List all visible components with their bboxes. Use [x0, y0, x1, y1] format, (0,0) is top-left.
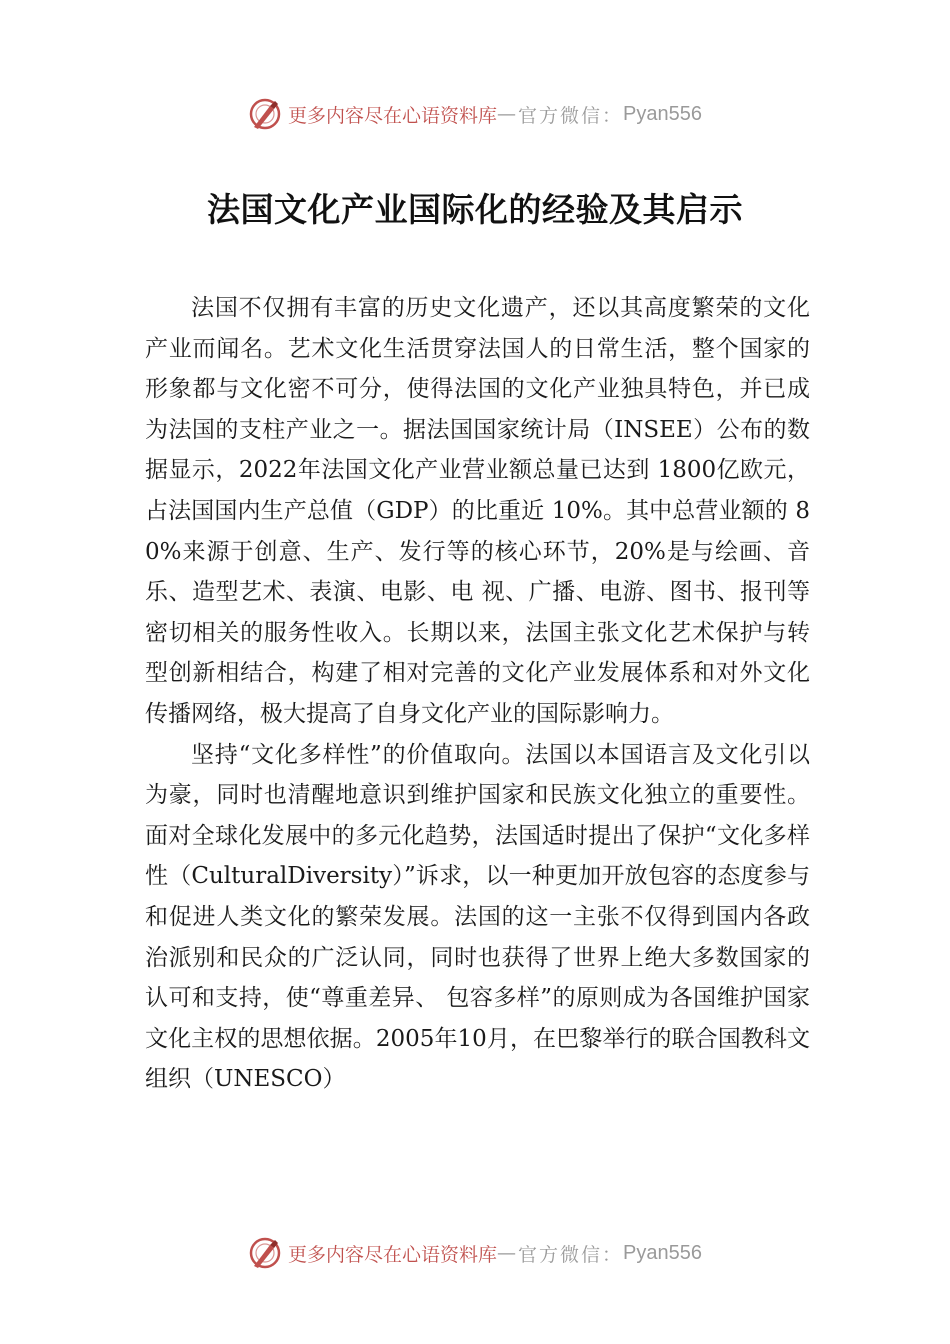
watermark-dash: — [497, 103, 519, 125]
watermark-sub-text: 官方微信： [518, 104, 624, 127]
pen-logo-icon [248, 97, 282, 131]
watermark-footer [0, 1233, 950, 1273]
watermark-main-text: 更多内容尽在心语资料库 [288, 104, 498, 127]
body-paragraph-2: 坚持“文化多样性”的价值取向。法国以本国语言及文化引以为豪，同时也清醒地意识到维护国家和民族文化独立的重要性。面对全球化发展中的多元化趋势，法国适时提出了保护“文化多样性（CulturalDiversity）”诉求，以一种更加开放包容的态度参与和促进人类文化的繁荣发展。法国的这一主张不仅得到国内各政治派别和民众的广泛认同，同时也获得了世界上绝大多数国家的认可和支持，使“尊重差异、 包容多样”的原则成为各国维护国家文化主权的思想依据。2005年10月，在巴黎举行的联合国教科文组织（UNESCO） [145, 741, 810, 1093]
watermark-wechat-id: Pyan556 [623, 1241, 702, 1264]
watermark-wechat-id: Pyan556 [623, 102, 702, 125]
document-title: 法国文化产业国际化的经验及其启示 [207, 190, 743, 229]
watermark-dash: — [497, 1242, 519, 1264]
body-paragraph-1: 法国不仅拥有丰富的历史文化遗产，还以其高度繁荣的文化产业而闻名。艺术文化生活贯穿法国人的日常生活，整个国家的形象都与文化密不可分，使得法国的文化产业独具特色，并已成为法国的支柱产业之一。据法国国家统计局（INSEE）公布的数据显示，2022年法国文化产业营业额总量已达到 1800亿欧元，占法国国内生产总值（GDP）的比重近 10%。其中总营业额的 80%来源于创意、生产、发行等的核心环节，20%是与绘画、音乐、造型艺术、表演、电影、电 视、广播、电游、图书、报刊等密切相关的服务性收入。长期以来，法国主张文化艺术保护与转型创新相结合，构建了相对完善的文化产业发展体系和对外文化传播网络，极大提高了自身文化产业的国际影响力。 [145, 295, 810, 727]
watermark-sub-text: 官方微信： [518, 1243, 624, 1266]
watermark-header [0, 94, 950, 134]
watermark-main-text: 更多内容尽在心语资料库 [288, 1243, 498, 1266]
pen-logo-icon [248, 1236, 282, 1270]
document-body [145, 288, 810, 1100]
